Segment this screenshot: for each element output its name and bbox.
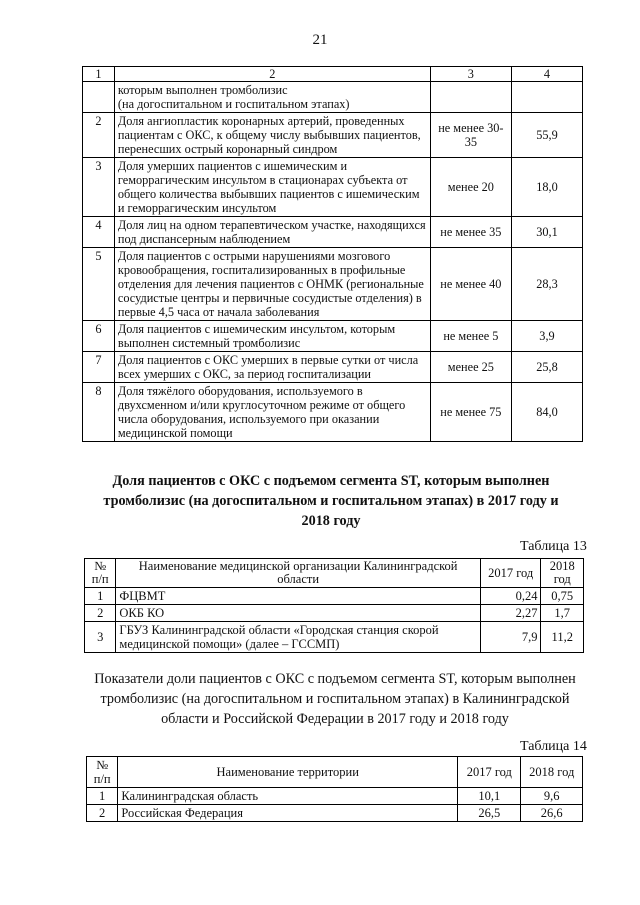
table-row [85,605,584,622]
table-row [83,352,583,383]
row-number: 1 [85,588,116,605]
table-row [83,158,583,217]
row-number: 2 [85,605,116,622]
value-2017: 26,5 [458,805,521,822]
indicator-norm: не менее 75 [430,383,511,442]
value-2017: 7,9 [480,622,541,653]
row-number: 3 [83,158,115,217]
table-header-row [87,757,583,788]
column-header: 2017 год [480,559,541,588]
table-row [83,248,583,321]
table-row [85,622,584,653]
indicator-name: Доля умерших пациентов с ишемическим и геморрагическим инсультом в стационарах субъекта от общего количества выбывших пациентов с ишемическим и геморрагическим инсультом [114,158,430,217]
column-header: 3 [430,67,511,82]
indicators-table [82,66,583,442]
value-2018: 0,75 [541,588,584,605]
organization-name: ГБУЗ Калининградской области «Городская станция скорой медицинской помощи» (далее – ГССМП) [116,622,480,653]
value-2017: 0,24 [480,588,541,605]
column-header: 2018 год [541,559,584,588]
indicator-value: 84,0 [511,383,582,442]
continuation-text: которым выполнен тромболизис (на догоспитальном и госпитальном этапах) [114,82,430,113]
value-2018: 1,7 [541,605,584,622]
territory-name: Калининградская область [118,788,458,805]
table-14 [86,756,583,822]
indicator-norm: не менее 30-35 [430,113,511,158]
indicator-name: Доля пациентов с острыми нарушениями мозгового кровообращения, госпитализированных в профильные отделения для лечения пациентов с ОНМК (региональные сосудистые центры и первичные сосудистые отделения) в первые 4,5 часа от начала заболевания [114,248,430,321]
table-13 [84,558,584,653]
indicator-value: 3,9 [511,321,582,352]
table-row [87,805,583,822]
row-number: 7 [83,352,115,383]
indicator-value: 18,0 [511,158,582,217]
organization-name: ОКБ КО [116,605,480,622]
table-row [83,82,583,113]
indicator-norm: менее 20 [430,158,511,217]
column-header: Наименование территории [118,757,458,788]
table-14-caption: Таблица 14 [520,739,587,754]
value-2018: 9,6 [521,788,583,805]
value-2018: 11,2 [541,622,584,653]
indicator-norm: менее 25 [430,352,511,383]
value-2017: 2,27 [480,605,541,622]
row-number: 5 [83,248,115,321]
value-2018: 26,6 [521,805,583,822]
table-row [83,383,583,442]
table-13-caption: Таблица 13 [520,539,587,554]
column-header: 2017 год [458,757,521,788]
row-number: 1 [87,788,118,805]
column-header: 2018 год [521,757,583,788]
indicator-name: Доля пациентов с ОКС умерших в первые сутки от числа всех умерших с ОКС, за период госпитализации [114,352,430,383]
row-number: 6 [83,321,115,352]
indicator-name: Доля тяжёлого оборудования, используемого в двухсменном и/или круглосуточном режиме от общего числа оборудования, используемого при оказании медицинской помощи [114,383,430,442]
indicator-name: Доля лиц на одном терапевтическом участке, находящихся под диспансерным наблюдением [114,217,430,248]
column-header: № п/п [85,559,116,588]
indicator-norm: не менее 35 [430,217,511,248]
table-header-row [83,67,583,82]
indicator-norm: не менее 40 [430,248,511,321]
table-row [83,321,583,352]
table-row [83,113,583,158]
territory-name: Российская Федерация [118,805,458,822]
column-header: 1 [83,67,115,82]
value-2017: 10,1 [458,788,521,805]
row-number: 2 [87,805,118,822]
section-paragraph: Показатели доли пациентов с ОКС с подъемом сегмента ST, которым выполнен тромболизис (на догоспитальном и госпитальном этапах) в Калининградской области и Российской Федерации в 2017 году и 2018 году [94,671,576,727]
table-header-row [85,559,584,588]
page-number: 21 [312,32,328,48]
column-header: 2 [114,67,430,82]
column-header: 4 [511,67,582,82]
row-number: 8 [83,383,115,442]
row-number: 2 [83,113,115,158]
indicator-name: Доля пациентов с ишемическим инсультом, которым выполнен системный тромболизис [114,321,430,352]
row-number: 3 [85,622,116,653]
column-header: Наименование медицинской организации Калининградской области [116,559,480,588]
table-row [87,788,583,805]
indicator-name: Доля ангиопластик коронарных артерий, проведенных пациентам с ОКС, к общему числу выбывших пациентов, перенесших острый коронарный синдром [114,113,430,158]
indicator-value: 28,3 [511,248,582,321]
table-row [83,217,583,248]
indicator-value: 30,1 [511,217,582,248]
column-header: № п/п [87,757,118,788]
organization-name: ФЦВМТ [116,588,480,605]
indicator-value: 25,8 [511,352,582,383]
section-heading: Доля пациентов с ОКС с подъемом сегмента ST, которым выполнен тромболизис (на догоспитальном и госпитальном этапах) в 2017 году и 2018 году [103,473,559,529]
indicator-value: 55,9 [511,113,582,158]
table-row [85,588,584,605]
indicator-norm: не менее 5 [430,321,511,352]
row-number: 4 [83,217,115,248]
